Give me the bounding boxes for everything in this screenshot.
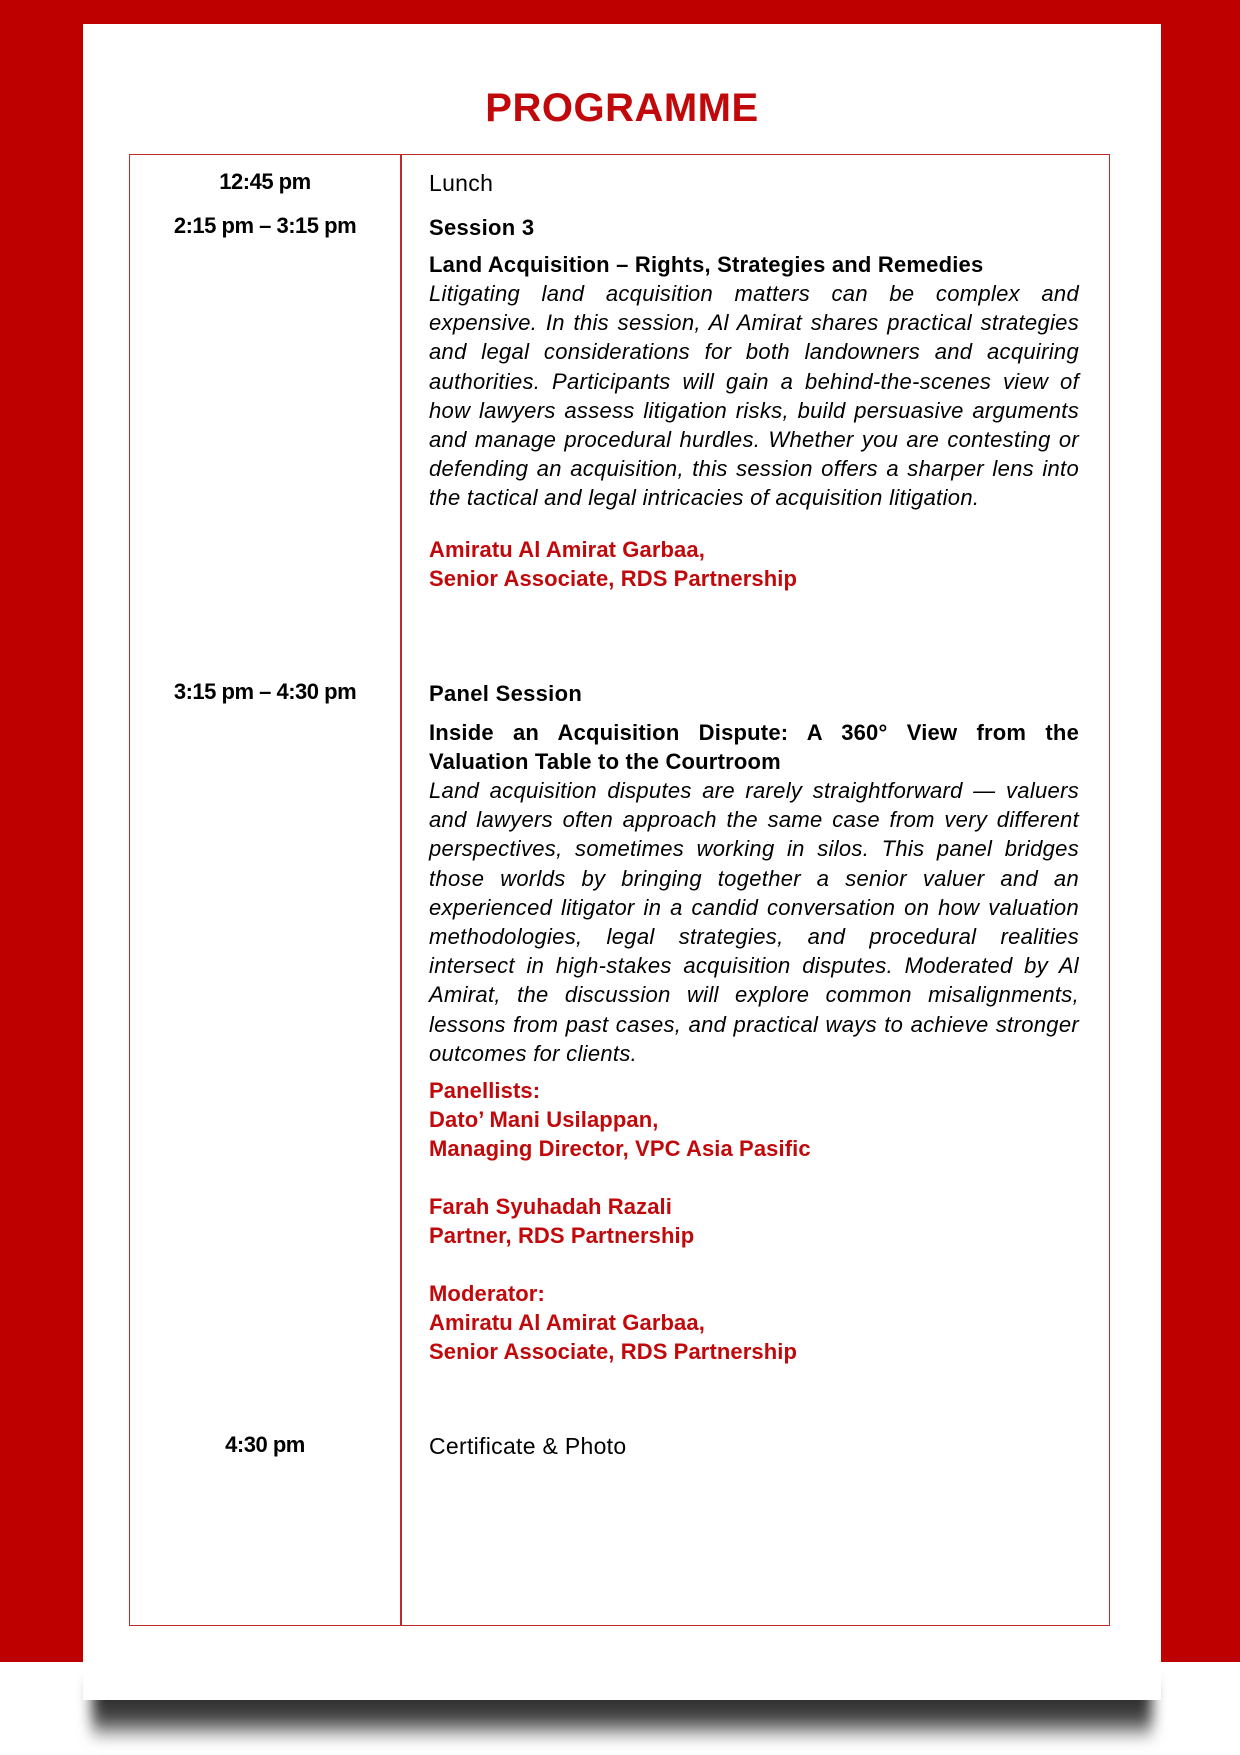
session-3-description: Litigating land acquisition matters can be complex and expensive. In this session, Al Amirat shares practical strategies and legal considerations for both landowners and acquiring authorities. Participants will gain a behind-the-scenes view of how lawyers assess litigation risks, build persuasive arguments and manage procedural hurdles. Whether you are contesting or defending an acquisition, this session offers a sharper lens into the tactical and legal intricacies of acquisition litigation. [429,281,1079,511]
lunch-label: Lunch [429,170,494,196]
time-panel-session: 3:15 pm – 4:30 pm [173,679,357,704]
panellist-1-name: Dato’ Mani Usilappan, [429,1107,659,1133]
panel-session-topic: Inside an Acquisition Dispute: A 360° View from the Valuation Table to the Courtroom [429,720,1079,774]
session-3-heading: Session 3 [429,215,535,240]
page-title: PROGRAMME [485,86,759,130]
moderator-role: Senior Associate, RDS Partnership [429,1339,798,1365]
schedule-table [129,154,1110,1626]
session-3-block [429,213,1079,593]
panel-session-block [429,679,1079,1366]
moderator-label: Moderator: [429,1281,545,1307]
time-session-3: 2:15 pm – 3:15 pm [173,213,357,238]
panellist-2-name: Farah Syuhadah Razali [429,1194,672,1220]
programme-page [83,24,1161,1700]
session-3-speaker-role: Senior Associate, RDS Partnership [429,565,798,591]
time-lunch: 12:45 pm [219,169,311,194]
panellist-1-role: Managing Director, VPC Asia Pasific [429,1136,811,1162]
panel-session-description: Land acquisition disputes are rarely straightforward — valuers and lawyers often approach the same case from very different perspectives, sometimes working in silos. This panel bridges those worlds by bringing together a senior valuer and an experienced litigator in a candid conversation on how valuation methodologies, legal strategies, and procedural realities intersect in high-stakes acquisition disputes. Moderated by Al Amirat, the discussion will explore common misalignments, lessons from past cases, and practical ways to achieve stronger outcomes for clients. [429,778,1079,1066]
panel-session-heading: Panel Session [429,681,583,706]
column-divider [400,155,402,1625]
session-3-speaker-name: Amiratu Al Amirat Garbaa, [429,536,705,562]
panellist-2-role: Partner, RDS Partnership [429,1223,695,1249]
time-certificate: 4:30 pm [225,1432,305,1457]
moderator-name: Amiratu Al Amirat Garbaa, [429,1310,705,1336]
session-3-topic: Land Acquisition – Rights, Strategies and Remedies [429,252,984,277]
certificate-label: Certificate & Photo [429,1433,627,1459]
panellists-label: Panellists: [429,1078,541,1104]
